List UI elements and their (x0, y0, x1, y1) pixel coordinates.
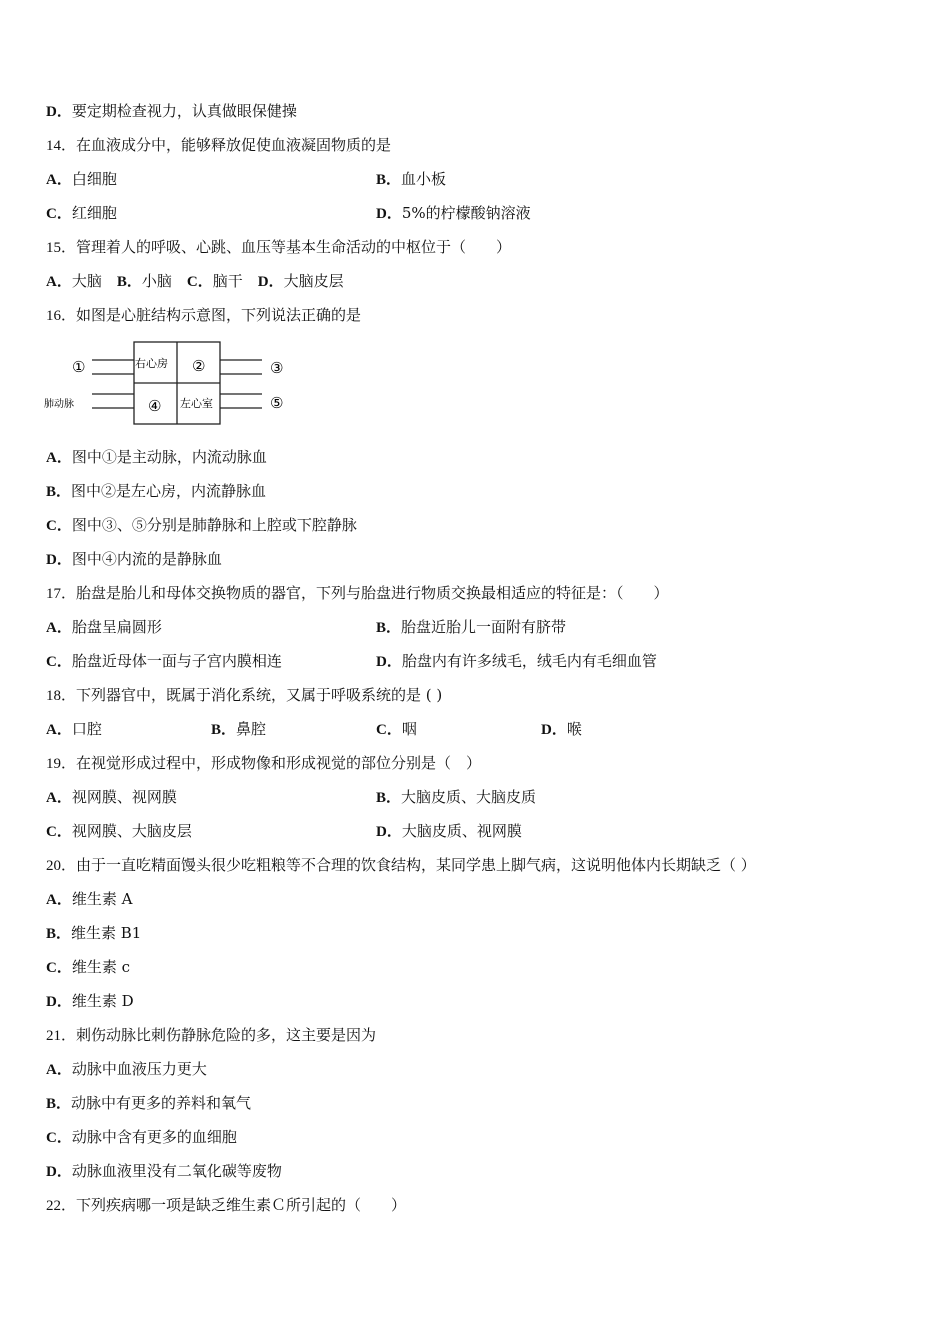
label-left-ventricle: 左心室 (180, 397, 213, 410)
q14-option-c: C．红细胞 (46, 204, 117, 222)
q14-option-d: D．5%的柠檬酸钠溶液 (376, 204, 531, 222)
q20-option-a: A．维生素 A (46, 890, 133, 908)
label-right-atrium: 右心房 (135, 357, 168, 370)
q14-option-a: A．白细胞 (46, 170, 117, 188)
q14-option-b: B．血小板 (376, 170, 447, 188)
q20-option-c: C．维生素 c (46, 958, 131, 976)
q16-option-a: A．图中①是主动脉，内流动脉血 (46, 448, 267, 466)
q14-stem: 14．在血液成分中，能够释放促使血液凝固物质的是 (46, 136, 392, 154)
q20-option-d: D．维生素 D (46, 992, 134, 1010)
label-pulmonary-artery: 肺动脉 (44, 399, 74, 410)
q21-stem: 21．刺伤动脉比刺伤静脉危险的多，这主要是因为 (46, 1026, 377, 1044)
q21-option-c: C．动脉中含有更多的血细胞 (46, 1128, 237, 1146)
q17-option-c: C．胎盘近母体一面与子宫内膜相连 (46, 652, 282, 670)
q16-option-c: C．图中③、⑤分别是肺静脉和上腔或下腔静脉 (46, 516, 357, 534)
q16-option-d: D．图中④内流的是静脉血 (46, 550, 222, 568)
q20-stem: 20．由于一直吃精面馒头很少吃粗粮等不合理的饮食结构，某同学患上脚气病，这说明他体内长期缺乏（ ） (46, 856, 756, 874)
q13-option-d: D．要定期检查视力，认真做眼保健操 (46, 102, 297, 120)
q16-option-b: B．图中②是左心房，内流静脉血 (46, 482, 267, 500)
marker-2: ② (192, 357, 206, 375)
q19-option-c: C．视网膜、大脑皮层 (46, 822, 192, 840)
q22-stem: 22．下列疾病哪一项是缺乏维生素Ｃ所引起的（ ） (46, 1196, 407, 1214)
q19-stem: 19．在视觉形成过程中，形成物像和形成视觉的部位分别是（ ） (46, 754, 482, 772)
q18-option-c: C．咽 (376, 720, 417, 738)
q17-option-b: B．胎盘近胎儿一面附有脐带 (376, 618, 567, 636)
q20-option-b: B．维生素 B1 (46, 924, 142, 942)
q21-option-d: D．动脉血液里没有二氧化碳等废物 (46, 1162, 282, 1180)
q18-option-d: D．喉 (541, 720, 582, 738)
q17-stem: 17．胎盘是胎儿和母体交换物质的器官，下列与胎盘进行物质交换最相适应的特征是：（ ） (46, 584, 669, 602)
q19-option-a: A．视网膜、视网膜 (46, 788, 177, 806)
q19-option-d: D．大脑皮质、视网膜 (376, 822, 522, 840)
marker-1: ① (72, 358, 86, 376)
marker-3: ③ (270, 359, 284, 377)
q18-option-b: B．鼻腔 (211, 720, 267, 738)
q19-option-b: B．大脑皮质、大脑皮质 (376, 788, 537, 806)
marker-5: ⑤ (270, 394, 284, 412)
q17-option-d: D．胎盘内有许多绒毛，绒毛内有毛细血管 (376, 652, 657, 670)
q16-stem: 16．如图是心脏结构示意图，下列说法正确的是 (46, 306, 362, 324)
q17-option-a: A．胎盘呈扁圆形 (46, 618, 162, 636)
q21-option-a: A．动脉中血液压力更大 (46, 1060, 207, 1078)
q15-stem: 15．管理着人的呼吸、心跳、血压等基本生命活动的中枢位于（ ） (46, 238, 512, 256)
q15-options: A．大脑 B．小脑 C．脑干 D．大脑皮层 (46, 272, 344, 290)
q18-stem: 18．下列器官中，既属于消化系统，又属于呼吸系统的是 ( ) (46, 686, 443, 704)
q18-option-a: A．口腔 (46, 720, 102, 738)
heart-structure-diagram (44, 336, 294, 436)
q21-option-b: B．动脉中有更多的养料和氧气 (46, 1094, 252, 1112)
marker-4: ④ (148, 397, 162, 415)
